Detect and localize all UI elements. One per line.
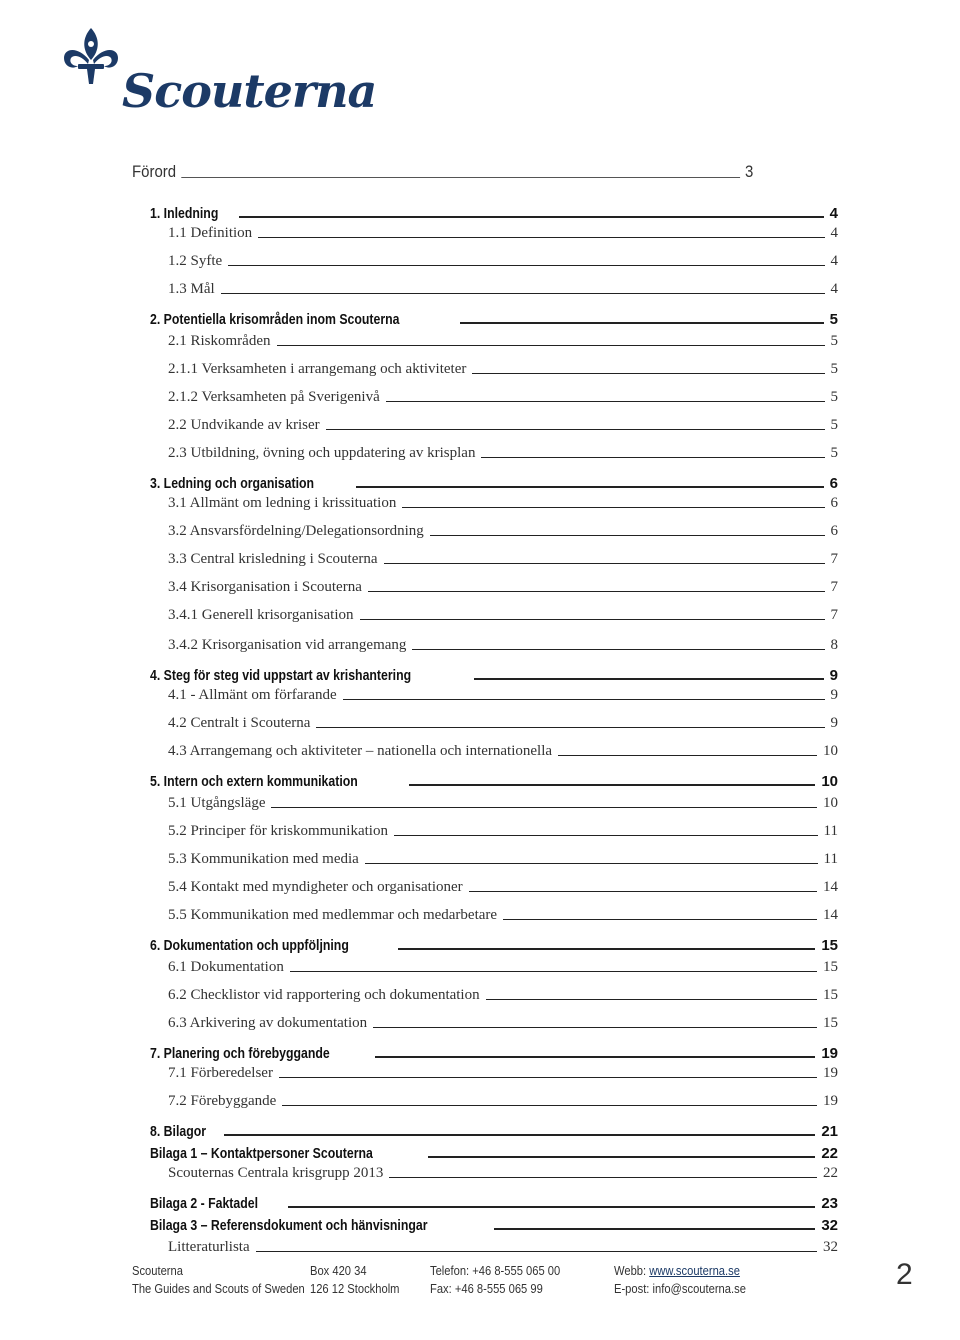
toc-entry-page: 10	[821, 773, 838, 790]
toc-leader-line	[481, 457, 824, 458]
toc-entry-label: 3.4 Krisorganisation i Scouterna	[168, 579, 362, 595]
toc-entry-label: 7.1 Förberedelser	[168, 1065, 273, 1081]
toc-entry[interactable]	[150, 470, 838, 492]
footer-phone: Telefon: +46 8-555 065 00	[430, 1263, 561, 1278]
toc-entry-label: 3.3 Central krisledning i Scouterna	[168, 551, 378, 567]
toc-leader-line	[409, 784, 815, 786]
toc-entry-label: 5.4 Kontakt med myndigheter och organisationer	[168, 879, 463, 895]
toc-entry[interactable]	[168, 1160, 838, 1182]
toc-entry-page: 6	[830, 523, 838, 539]
footer-org-name: Scouterna	[132, 1263, 183, 1278]
toc-entry-page: 22	[821, 1145, 838, 1162]
toc-leader-line	[469, 891, 817, 892]
toc-entry-label: 4.2 Centralt i Scouterna	[168, 715, 311, 731]
toc-entry-label: 2.3 Utbildning, övning och uppdatering av krisplan	[168, 445, 476, 461]
toc-leader-line	[224, 1134, 815, 1136]
toc-entry-page: 32	[821, 1217, 838, 1234]
toc-entry[interactable]	[168, 546, 838, 568]
toc-leader-line	[288, 1206, 816, 1208]
toc-entry-label: Litteraturlista	[168, 1239, 250, 1255]
toc-entry[interactable]	[168, 1088, 838, 1110]
toc-entry-page: 5	[830, 361, 838, 377]
toc-entry[interactable]	[168, 440, 838, 462]
toc-entry-page: 19	[821, 1045, 838, 1062]
toc-entry-page: 15	[823, 1015, 838, 1031]
toc-entry-page: 15	[823, 959, 838, 975]
toc-leader-line	[279, 1077, 817, 1078]
toc-entry-page: 32	[823, 1239, 838, 1255]
toc-entry-label: 5.5 Kommunikation med medlemmar och medarbetare	[168, 907, 498, 923]
toc-entry-label: 1.3 Mål	[168, 281, 215, 297]
brand-name: Scouterna	[122, 64, 377, 118]
footer-phone-fax	[430, 1262, 581, 1298]
toc-entry[interactable]	[150, 1118, 838, 1140]
toc-entry-page: 4	[830, 253, 838, 269]
toc-entry[interactable]	[168, 902, 838, 924]
toc-entry-page: 11	[823, 823, 838, 839]
toc-leader-line	[460, 322, 823, 324]
toc-entry-label: 2.1.1 Verksamheten i arrangemang och aktiviteter	[168, 361, 467, 377]
toc-leader-line	[271, 807, 817, 808]
toc-leader-line	[277, 345, 825, 346]
toc-entry[interactable]	[150, 768, 838, 790]
footer-org	[132, 1262, 333, 1298]
toc-entry[interactable]	[168, 738, 838, 760]
toc-leader-line	[258, 237, 824, 238]
toc-entry[interactable]	[168, 412, 838, 434]
toc-leader-line	[494, 1228, 815, 1230]
toc-entry-label: 2. Potentiella krisområden inom Scouterna	[150, 311, 400, 328]
toc-entry-label: 7.2 Förebyggande	[168, 1093, 277, 1109]
toc-entry[interactable]	[150, 1190, 838, 1212]
fleur-de-lis-icon	[60, 26, 122, 88]
toc-entry[interactable]	[168, 356, 838, 378]
toc-entry-page: 9	[830, 715, 838, 731]
toc-entry-label: 6.1 Dokumentation	[168, 959, 284, 975]
toc-leader-line	[228, 265, 824, 266]
toc-entry-label: 1. Inledning	[150, 205, 219, 222]
toc-leader-line	[239, 216, 823, 218]
toc-leader-line	[394, 835, 818, 836]
toc-leader-line	[402, 507, 824, 508]
toc-entry[interactable]	[168, 790, 838, 812]
toc-entry-page: 5	[830, 389, 838, 405]
toc-entry[interactable]	[168, 954, 838, 976]
toc-entry-label: 2.2 Undvikande av kriser	[168, 417, 320, 433]
toc-entry[interactable]	[168, 710, 838, 732]
toc-entry-label: 5.1 Utgångsläge	[168, 795, 266, 811]
footer-city: 126 12 Stockholm	[310, 1281, 400, 1296]
toc-entry-label: Bilaga 3 – Referensdokument och hänvisningar	[150, 1217, 428, 1234]
toc-entry-label: Bilaga 2 - Faktadel	[150, 1195, 259, 1212]
toc-entry[interactable]	[150, 1212, 838, 1234]
toc-entry-page: 7	[830, 607, 838, 623]
toc-entry-page: 5	[830, 417, 838, 433]
toc-entry[interactable]	[168, 1060, 838, 1082]
toc-entry-page: 6	[830, 495, 838, 511]
toc-entry[interactable]	[150, 1040, 838, 1062]
toc-leader-line	[326, 429, 825, 430]
scouterna-logo	[60, 26, 377, 126]
toc-leader-line	[398, 948, 815, 950]
toc-entry[interactable]	[150, 662, 838, 684]
toc-entry-page: 10	[823, 743, 838, 759]
toc-entry[interactable]	[132, 160, 753, 182]
toc-leader-line	[474, 678, 823, 680]
toc-entry-page: 7	[830, 551, 838, 567]
footer-address	[310, 1262, 414, 1298]
footer-fax: Fax: +46 8-555 065 99	[430, 1281, 543, 1296]
toc-entry-label: 3.4.2 Krisorganisation vid arrangemang	[168, 637, 407, 653]
toc-entry[interactable]	[168, 682, 838, 704]
toc-entry[interactable]	[168, 276, 838, 298]
toc-entry-page: 4	[830, 225, 838, 241]
footer-email: E-post: info@scouterna.se	[614, 1281, 746, 1296]
footer-box: Box 420 34	[310, 1263, 367, 1278]
toc-entry-label: 3. Ledning och organisation	[150, 475, 315, 492]
toc-entry-page: 19	[823, 1065, 838, 1081]
toc-entry[interactable]	[168, 602, 838, 624]
toc-leader-line	[365, 863, 818, 864]
toc-entry[interactable]	[168, 220, 838, 242]
toc-entry-page: 15	[821, 937, 838, 954]
toc-leader-line	[472, 373, 824, 374]
toc-leader-line	[386, 401, 825, 402]
toc-entry[interactable]	[168, 574, 838, 596]
toc-entry-page: 9	[829, 667, 838, 684]
toc-entry-label: 6. Dokumentation och uppföljning	[150, 937, 349, 954]
footer-web	[614, 1262, 746, 1280]
toc-entry-label: 7. Planering och förebyggande	[150, 1045, 330, 1062]
toc-leader-line	[256, 1251, 817, 1252]
toc-entry-page: 5	[830, 445, 838, 461]
footer-org-subtitle: The Guides and Scouts of Sweden	[132, 1281, 305, 1296]
footer-web-label: Webb:	[614, 1263, 650, 1278]
toc-entry-label: 5.3 Kommunikation med media	[168, 851, 359, 867]
toc-leader-line	[316, 727, 824, 728]
toc-entry-page: 4	[829, 205, 838, 222]
toc-leader-line	[503, 919, 817, 920]
toc-leader-line	[558, 755, 817, 756]
toc-entry-label: Förord	[132, 162, 177, 181]
toc-leader-line	[412, 649, 824, 650]
toc-entry-label: 3.1 Allmänt om ledning i krissituation	[168, 495, 397, 511]
toc-entry[interactable]	[168, 490, 838, 512]
toc-entry[interactable]	[168, 874, 838, 896]
toc-entry[interactable]	[168, 818, 838, 840]
toc-entry-page: 6	[829, 475, 838, 492]
toc-entry-page: 14	[823, 879, 838, 895]
toc-entry-page: 15	[823, 987, 838, 1003]
toc-leader-line	[384, 563, 825, 564]
toc-entry[interactable]	[168, 384, 838, 406]
toc-entry[interactable]	[168, 1010, 838, 1032]
toc-leader-line	[343, 699, 825, 700]
toc-entry[interactable]	[168, 248, 838, 270]
toc-entry-page: 9	[830, 687, 838, 703]
toc-entry[interactable]	[168, 328, 838, 350]
toc-entry-page: 19	[823, 1093, 838, 1109]
toc-entry-label: 5. Intern och extern kommunikation	[150, 773, 358, 790]
toc-entry-page: 5	[829, 311, 838, 328]
toc-leader-line	[389, 1177, 817, 1178]
toc-entry-label: 5.2 Principer för kriskommunikation	[168, 823, 388, 839]
toc-entry-page: 21	[821, 1123, 838, 1140]
toc-entry-label: 6.2 Checklistor vid rapportering och dokumentation	[168, 987, 480, 1003]
toc-entry[interactable]	[168, 846, 838, 868]
toc-entry-label: 1.2 Syfte	[168, 253, 223, 269]
toc-entry-page: 23	[821, 1195, 838, 1212]
toc-leader-line	[356, 486, 824, 488]
toc-entry-label: 4.1 - Allmänt om förfarande	[168, 687, 337, 703]
toc-entry[interactable]	[168, 982, 838, 1004]
toc-entry[interactable]	[150, 932, 838, 954]
toc-leader-line	[282, 1105, 817, 1106]
toc-entry[interactable]	[150, 306, 838, 328]
footer-web-email	[614, 1262, 767, 1298]
toc-leader-line	[430, 535, 825, 536]
toc-entry-label: 3.2 Ansvarsfördelning/Delegationsordning	[168, 523, 424, 539]
toc-leader-line	[486, 999, 817, 1000]
toc-entry-label: 4. Steg för steg vid uppstart av krishantering	[150, 667, 412, 684]
toc-entry[interactable]	[150, 1140, 838, 1162]
footer-web-link[interactable]: www.scouterna.se	[649, 1263, 740, 1278]
toc-entry-page: 10	[823, 795, 838, 811]
toc-entry-label: 6.3 Arkivering av dokumentation	[168, 1015, 368, 1031]
toc-leader-line	[221, 293, 825, 294]
toc-entry[interactable]	[168, 1234, 838, 1256]
toc-leader-line	[360, 619, 825, 620]
toc-entry-page: 5	[830, 333, 838, 349]
toc-entry-label: 3.4.1 Generell krisorganisation	[168, 607, 354, 623]
toc-leader-line	[368, 591, 825, 592]
page-number: 2	[896, 1258, 913, 1291]
toc-entry-label: 4.3 Arrangemang och aktiviteter – nationella och internationella	[168, 743, 553, 759]
toc-entry-label: 2.1.2 Verksamheten på Sverigenivå	[168, 389, 380, 405]
toc-leader-line	[375, 1056, 815, 1058]
toc-entry[interactable]	[168, 518, 838, 540]
toc-entry-label: 2.1 Riskområden	[168, 333, 271, 349]
toc-entry[interactable]	[150, 200, 838, 222]
toc-entry-page: 7	[830, 579, 838, 595]
toc-entry-label: Bilaga 1 – Kontaktpersoner Scouterna	[150, 1145, 373, 1162]
toc-leader-line	[290, 971, 817, 972]
toc-leader-line	[373, 1027, 817, 1028]
toc-entry-page: 11	[823, 851, 838, 867]
toc-leader-line	[428, 1156, 816, 1158]
toc-entry-page: 3	[744, 162, 754, 181]
toc-entry-label: 8. Bilagor	[150, 1123, 207, 1140]
toc-entry-label: Scouternas Centrala krisgrupp 2013	[168, 1165, 384, 1181]
toc-entry-page: 22	[823, 1165, 838, 1181]
toc-entry-page: 4	[830, 281, 838, 297]
toc-entry[interactable]	[168, 632, 838, 654]
toc-entry-page: 8	[830, 637, 838, 653]
toc-entry-label: 1.1 Definition	[168, 225, 253, 241]
toc-entry-page: 14	[823, 907, 838, 923]
toc-leader-line	[181, 177, 739, 178]
